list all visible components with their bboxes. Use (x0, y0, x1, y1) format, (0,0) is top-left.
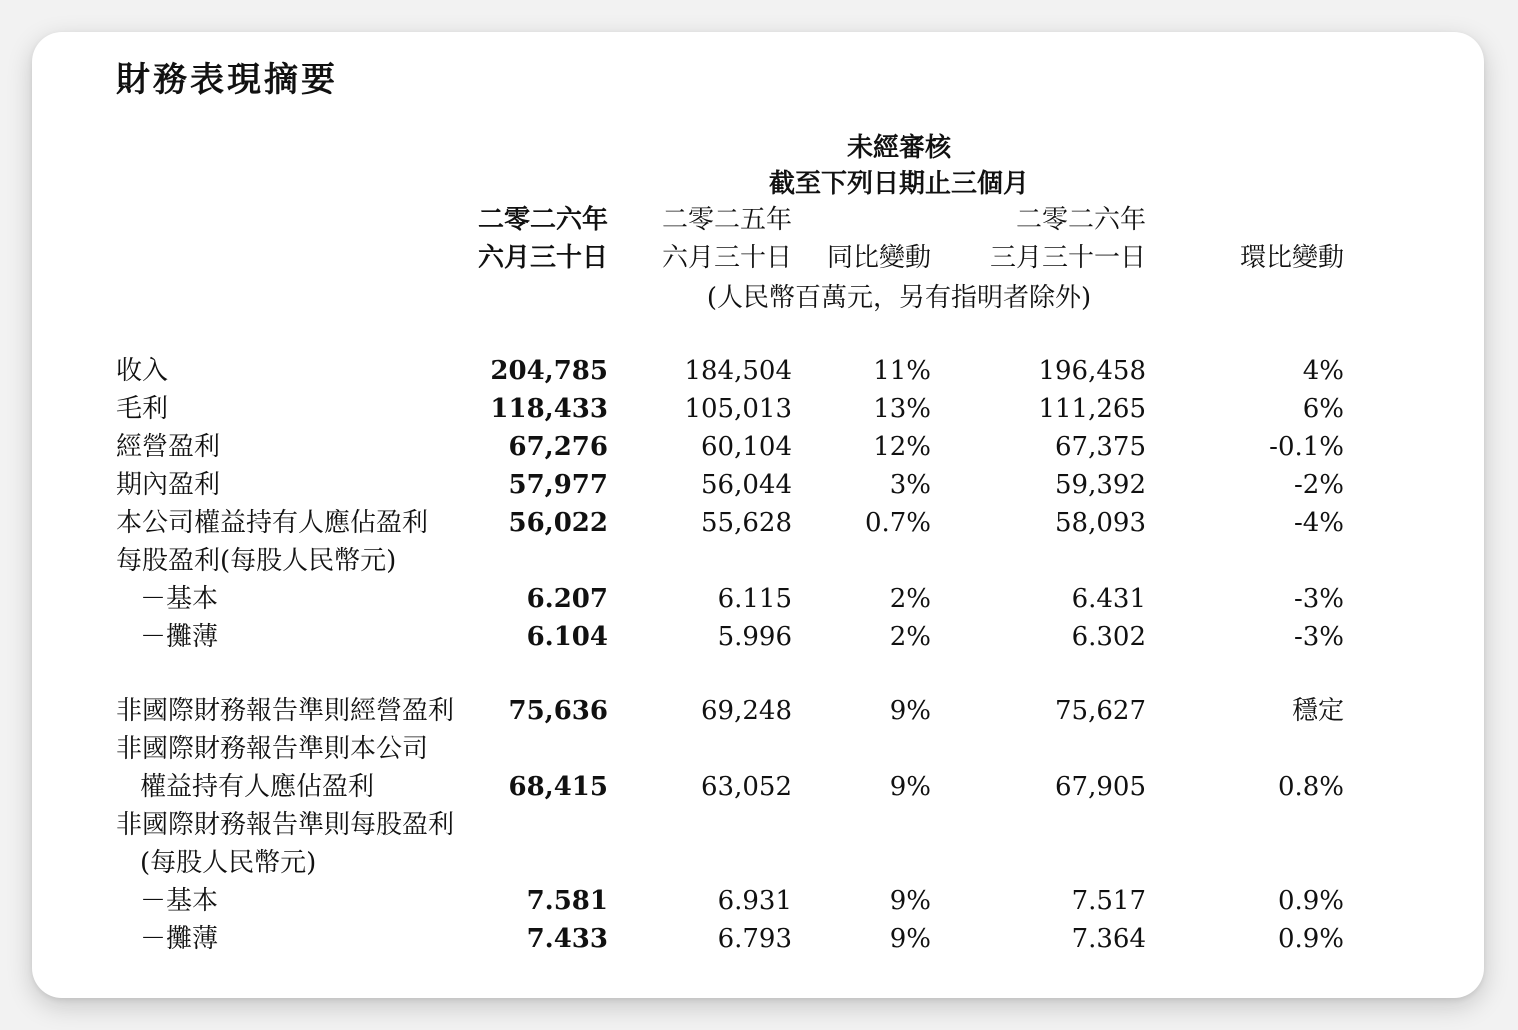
value-2026-mar: 58,093 (1055, 508, 1146, 538)
value-yoy: 2% (889, 584, 931, 614)
value-2025-jun: 5.996 (717, 622, 792, 652)
units-note: (人民幣百萬元，另有指明者除外) (706, 283, 1092, 313)
value-2026-mar: 7.517 (1071, 886, 1146, 916)
row-label: －基本 (140, 886, 219, 916)
value-2025-jun: 60,104 (701, 432, 792, 462)
table-row-revenue (32, 352, 1484, 390)
value-2026-mar: 6.302 (1071, 622, 1146, 652)
value-2026-jun: 57,977 (508, 470, 608, 500)
value-2026-mar: 59,392 (1055, 470, 1146, 500)
table-row-attributable-profit (32, 504, 1484, 542)
table-row-period-profit (32, 466, 1484, 504)
table-row-gross-profit (32, 390, 1484, 428)
row-label: 收入 (116, 356, 169, 386)
value-yoy: 9% (889, 886, 931, 916)
row-label: 本公司權益持有人應佔盈利 (116, 508, 429, 538)
value-2025-jun: 184,504 (684, 356, 792, 386)
value-yoy: 11% (873, 356, 931, 386)
col2-year-header: 二零二五年 (661, 205, 792, 235)
financial-summary-card (32, 32, 1484, 998)
qoq-header: 環比變動 (1239, 243, 1344, 273)
col1-date-header: 六月三十日 (477, 243, 608, 273)
value-yoy: 12% (873, 432, 931, 462)
value-2026-mar: 111,265 (1038, 394, 1146, 424)
table-row-eps-basic (32, 580, 1484, 618)
row-label: 經營盈利 (116, 432, 221, 462)
value-qoq: -3% (1293, 622, 1344, 652)
table-row-nonifrs-eps-basic (32, 882, 1484, 920)
row-label: 非國際財務報告準則每股盈利 (116, 810, 455, 840)
value-qoq: -2% (1293, 470, 1344, 500)
value-qoq: -4% (1293, 508, 1344, 538)
col4-date-header: 三月三十一日 (989, 243, 1146, 273)
value-qoq: 6% (1302, 394, 1344, 424)
table-row-nonifrs-eps-unit (32, 844, 1484, 882)
row-label: 非國際財務報告準則經營盈利 (116, 696, 455, 726)
col4-year-header: 二零二六年 (1015, 205, 1146, 235)
table-row-eps-diluted (32, 618, 1484, 656)
value-2026-mar: 7.364 (1071, 924, 1146, 954)
col1-year-header: 二零二六年 (477, 205, 608, 235)
value-2026-mar: 196,458 (1038, 356, 1146, 386)
value-yoy: 2% (889, 622, 931, 652)
value-2026-mar: 6.431 (1071, 584, 1146, 614)
value-2026-jun: 204,785 (490, 356, 608, 386)
value-2025-jun: 6.793 (717, 924, 792, 954)
value-qoq: -0.1% (1269, 432, 1344, 462)
row-label: (每股人民幣元) (140, 848, 317, 878)
value-qoq: 穩定 (1291, 696, 1344, 726)
table-row-nonifrs-eps-heading (32, 806, 1484, 844)
row-label: 毛利 (116, 394, 169, 424)
value-2026-jun: 6.207 (526, 584, 608, 614)
yoy-header: 同比變動 (826, 243, 931, 273)
row-label: －基本 (140, 584, 219, 614)
page-title: 財務表現摘要 (116, 60, 338, 100)
value-2025-jun: 55,628 (701, 508, 792, 538)
value-2025-jun: 63,052 (701, 772, 792, 802)
row-label: 期內盈利 (116, 470, 221, 500)
value-yoy: 9% (889, 696, 931, 726)
value-2026-jun: 6.104 (526, 622, 608, 652)
value-2025-jun: 6.115 (717, 584, 792, 614)
value-2026-mar: 67,375 (1055, 432, 1146, 462)
value-qoq: -3% (1293, 584, 1344, 614)
value-2026-jun: 56,022 (508, 508, 608, 538)
value-2026-jun: 75,636 (508, 696, 608, 726)
value-qoq: 4% (1302, 356, 1344, 386)
value-2025-jun: 56,044 (701, 470, 792, 500)
unaudited-header: 未經審核 (846, 133, 952, 163)
value-qoq: 0.8% (1277, 772, 1344, 802)
value-yoy: 3% (889, 470, 931, 500)
value-yoy: 0.7% (864, 508, 931, 538)
table-row-nonifrs-eps-diluted (32, 920, 1484, 958)
value-yoy: 13% (873, 394, 931, 424)
period-header: 截至下列日期止三個月 (768, 169, 1030, 199)
value-2026-jun: 7.433 (526, 924, 608, 954)
value-2026-jun: 7.581 (526, 886, 608, 916)
table-row-operating-profit (32, 428, 1484, 466)
row-label: 權益持有人應佔盈利 (140, 772, 375, 802)
value-2026-mar: 67,905 (1055, 772, 1146, 802)
value-yoy: 9% (889, 924, 931, 954)
value-2026-jun: 67,276 (508, 432, 608, 462)
row-label: 每股盈利(每股人民幣元) (116, 546, 397, 576)
table-row-nonifrs-operating-profit (32, 692, 1484, 730)
value-2025-jun: 6.931 (717, 886, 792, 916)
row-label: －攤薄 (140, 622, 219, 652)
value-2026-jun: 68,415 (508, 772, 608, 802)
value-2026-mar: 75,627 (1055, 696, 1146, 726)
value-yoy: 9% (889, 772, 931, 802)
value-qoq: 0.9% (1277, 924, 1344, 954)
row-label: －攤薄 (140, 924, 219, 954)
value-2026-jun: 118,433 (490, 394, 608, 424)
table-row-eps-heading (32, 542, 1484, 580)
col2-date-header: 六月三十日 (661, 243, 792, 273)
value-2025-jun: 69,248 (701, 696, 792, 726)
value-qoq: 0.9% (1277, 886, 1344, 916)
row-label: 非國際財務報告準則本公司 (116, 734, 429, 764)
value-2025-jun: 105,013 (684, 394, 792, 424)
table-row-nonifrs-attributable-heading (32, 730, 1484, 768)
table-row-nonifrs-attributable-profit (32, 768, 1484, 806)
